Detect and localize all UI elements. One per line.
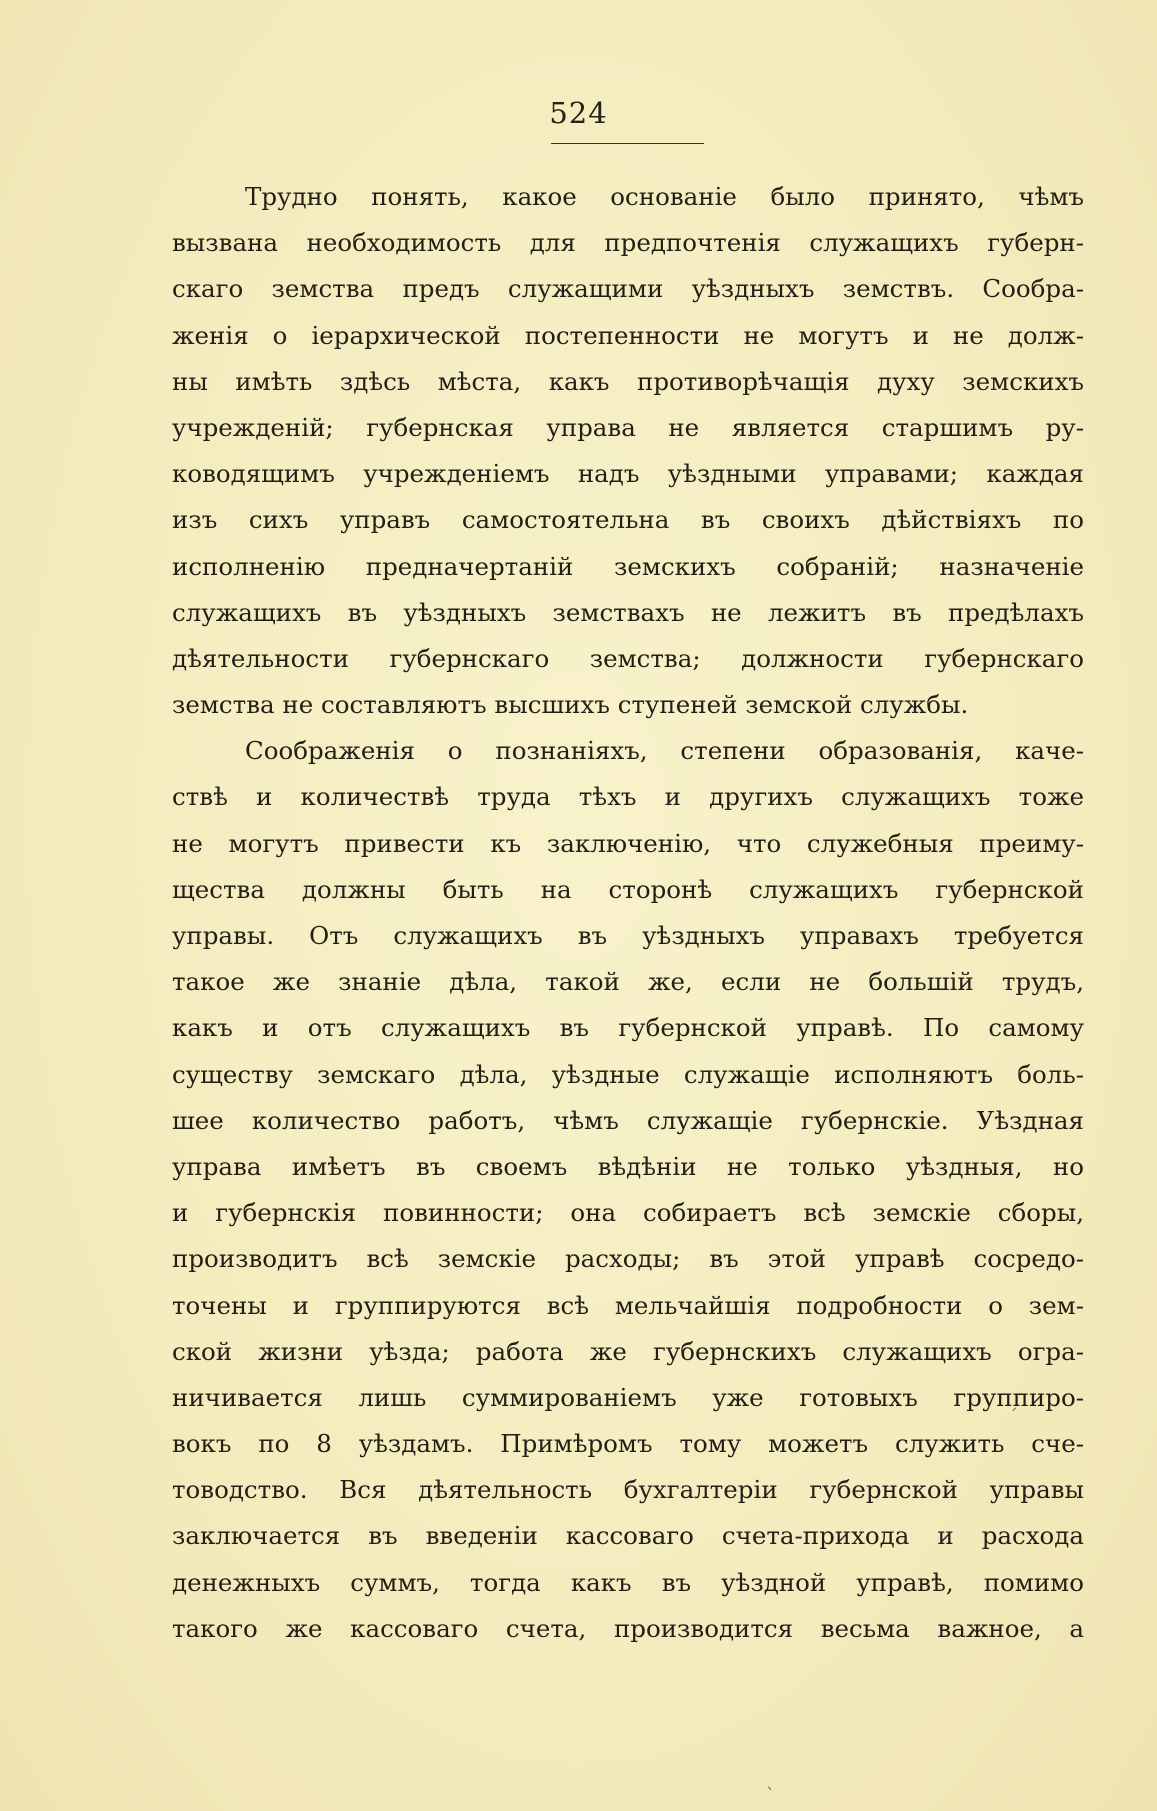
text-line: Соображенія о познаніяхъ, степени образованія, каче- <box>245 736 1084 766</box>
text-line: земства не составляютъ высшихъ ступеней земской службы. <box>172 690 969 720</box>
text-line: исполненію предначертаній земскихъ собраній; назначеніе <box>172 551 1084 581</box>
text-line: ничивается лишь суммированіемъ уже готовыхъ группиро- <box>172 1382 1084 1412</box>
text-line: производитъ всѣ земскіе расходы; въ этой управѣ сосредо- <box>172 1244 1084 1274</box>
paragraph-1 <box>172 174 1084 728</box>
text-line: дѣятельности губернскаго земства; должности губернскаго <box>172 643 1084 673</box>
text-line: денежныхъ суммъ, тогда какъ въ уѣздной управѣ, помимо <box>172 1567 1084 1597</box>
text-line: шее количество работъ, чѣмъ служащіе губернскіе. Уѣздная <box>172 1105 1084 1135</box>
page-number-rule <box>551 143 704 144</box>
text-line: Трудно понять, какое основаніе было принято, чѣмъ <box>245 182 1084 211</box>
text-line: ны имѣть здѣсь мѣста, какъ противорѣчащія духу земскихъ <box>172 366 1084 396</box>
text-line: управы. Отъ служащихъ въ уѣздныхъ управахъ требуется <box>172 921 1084 950</box>
text-line: учрежденій; губернская управа не является старшимъ ру- <box>172 412 1084 442</box>
text-line: точены и группируются всѣ мельчайшія подробности о зем- <box>172 1290 1084 1320</box>
text-line: ской жизни уѣзда; работа же губернскихъ служащихъ огра- <box>172 1336 1084 1366</box>
page-number: 524 <box>549 96 608 130</box>
text-line: женія о іерархической постепенности не могутъ и не долж- <box>172 320 1084 350</box>
text-line: товодство. Вся дѣятельность бухгалтеріи губернской управы <box>172 1475 1084 1505</box>
stray-pen-mark: ˎ <box>766 1770 775 1791</box>
text-line: какъ и отъ служащихъ въ губернской управѣ. По самому <box>172 1013 1084 1043</box>
text-line: не могутъ привести къ заключенію, что служебныя преиму- <box>172 828 1084 858</box>
text-line: служащихъ въ уѣздныхъ земствахъ не лежитъ въ предѣлахъ <box>172 597 1084 627</box>
text-line: управа имѣетъ въ своемъ вѣдѣніи не только уѣздныя, но <box>172 1151 1084 1181</box>
text-line: изъ сихъ управъ самостоятельна въ своихъ дѣйствіяхъ по <box>172 505 1084 535</box>
text-line: такого же кассоваго счета, производится весьма важное, а <box>172 1613 1084 1643</box>
paragraph-2 <box>172 728 1084 1652</box>
text-line: такое же знаніе дѣла, такой же, если не большій трудъ, <box>172 967 1084 997</box>
stray-pen-mark: ˊ <box>1009 1406 1018 1427</box>
text-line: ководящимъ учрежденіемъ надъ уѣздными управами; каждая <box>172 459 1084 489</box>
text-body <box>172 174 1084 1652</box>
text-line: ствѣ и количествѣ труда тѣхъ и другихъ служащихъ тоже <box>172 782 1084 812</box>
text-line: существу земскаго дѣла, уѣздные служащіе исполняютъ боль- <box>172 1059 1084 1089</box>
text-line: и губернскія повинности; она собираетъ всѣ земскіе сборы, <box>172 1198 1084 1228</box>
text-line: вызвана необходимость для предпочтенія служащихъ губерн- <box>172 228 1084 258</box>
text-line: щества должны быть на сторонѣ служащихъ губернской <box>172 874 1084 904</box>
text-line: скаго земства предъ служащими уѣздныхъ земствъ. Сообра- <box>172 274 1084 304</box>
text-line: вокъ по 8 уѣздамъ. Примѣромъ тому можетъ служить сче- <box>172 1429 1084 1459</box>
text-line: заключается въ введеніи кассоваго счета-прихода и расхода <box>172 1521 1084 1551</box>
